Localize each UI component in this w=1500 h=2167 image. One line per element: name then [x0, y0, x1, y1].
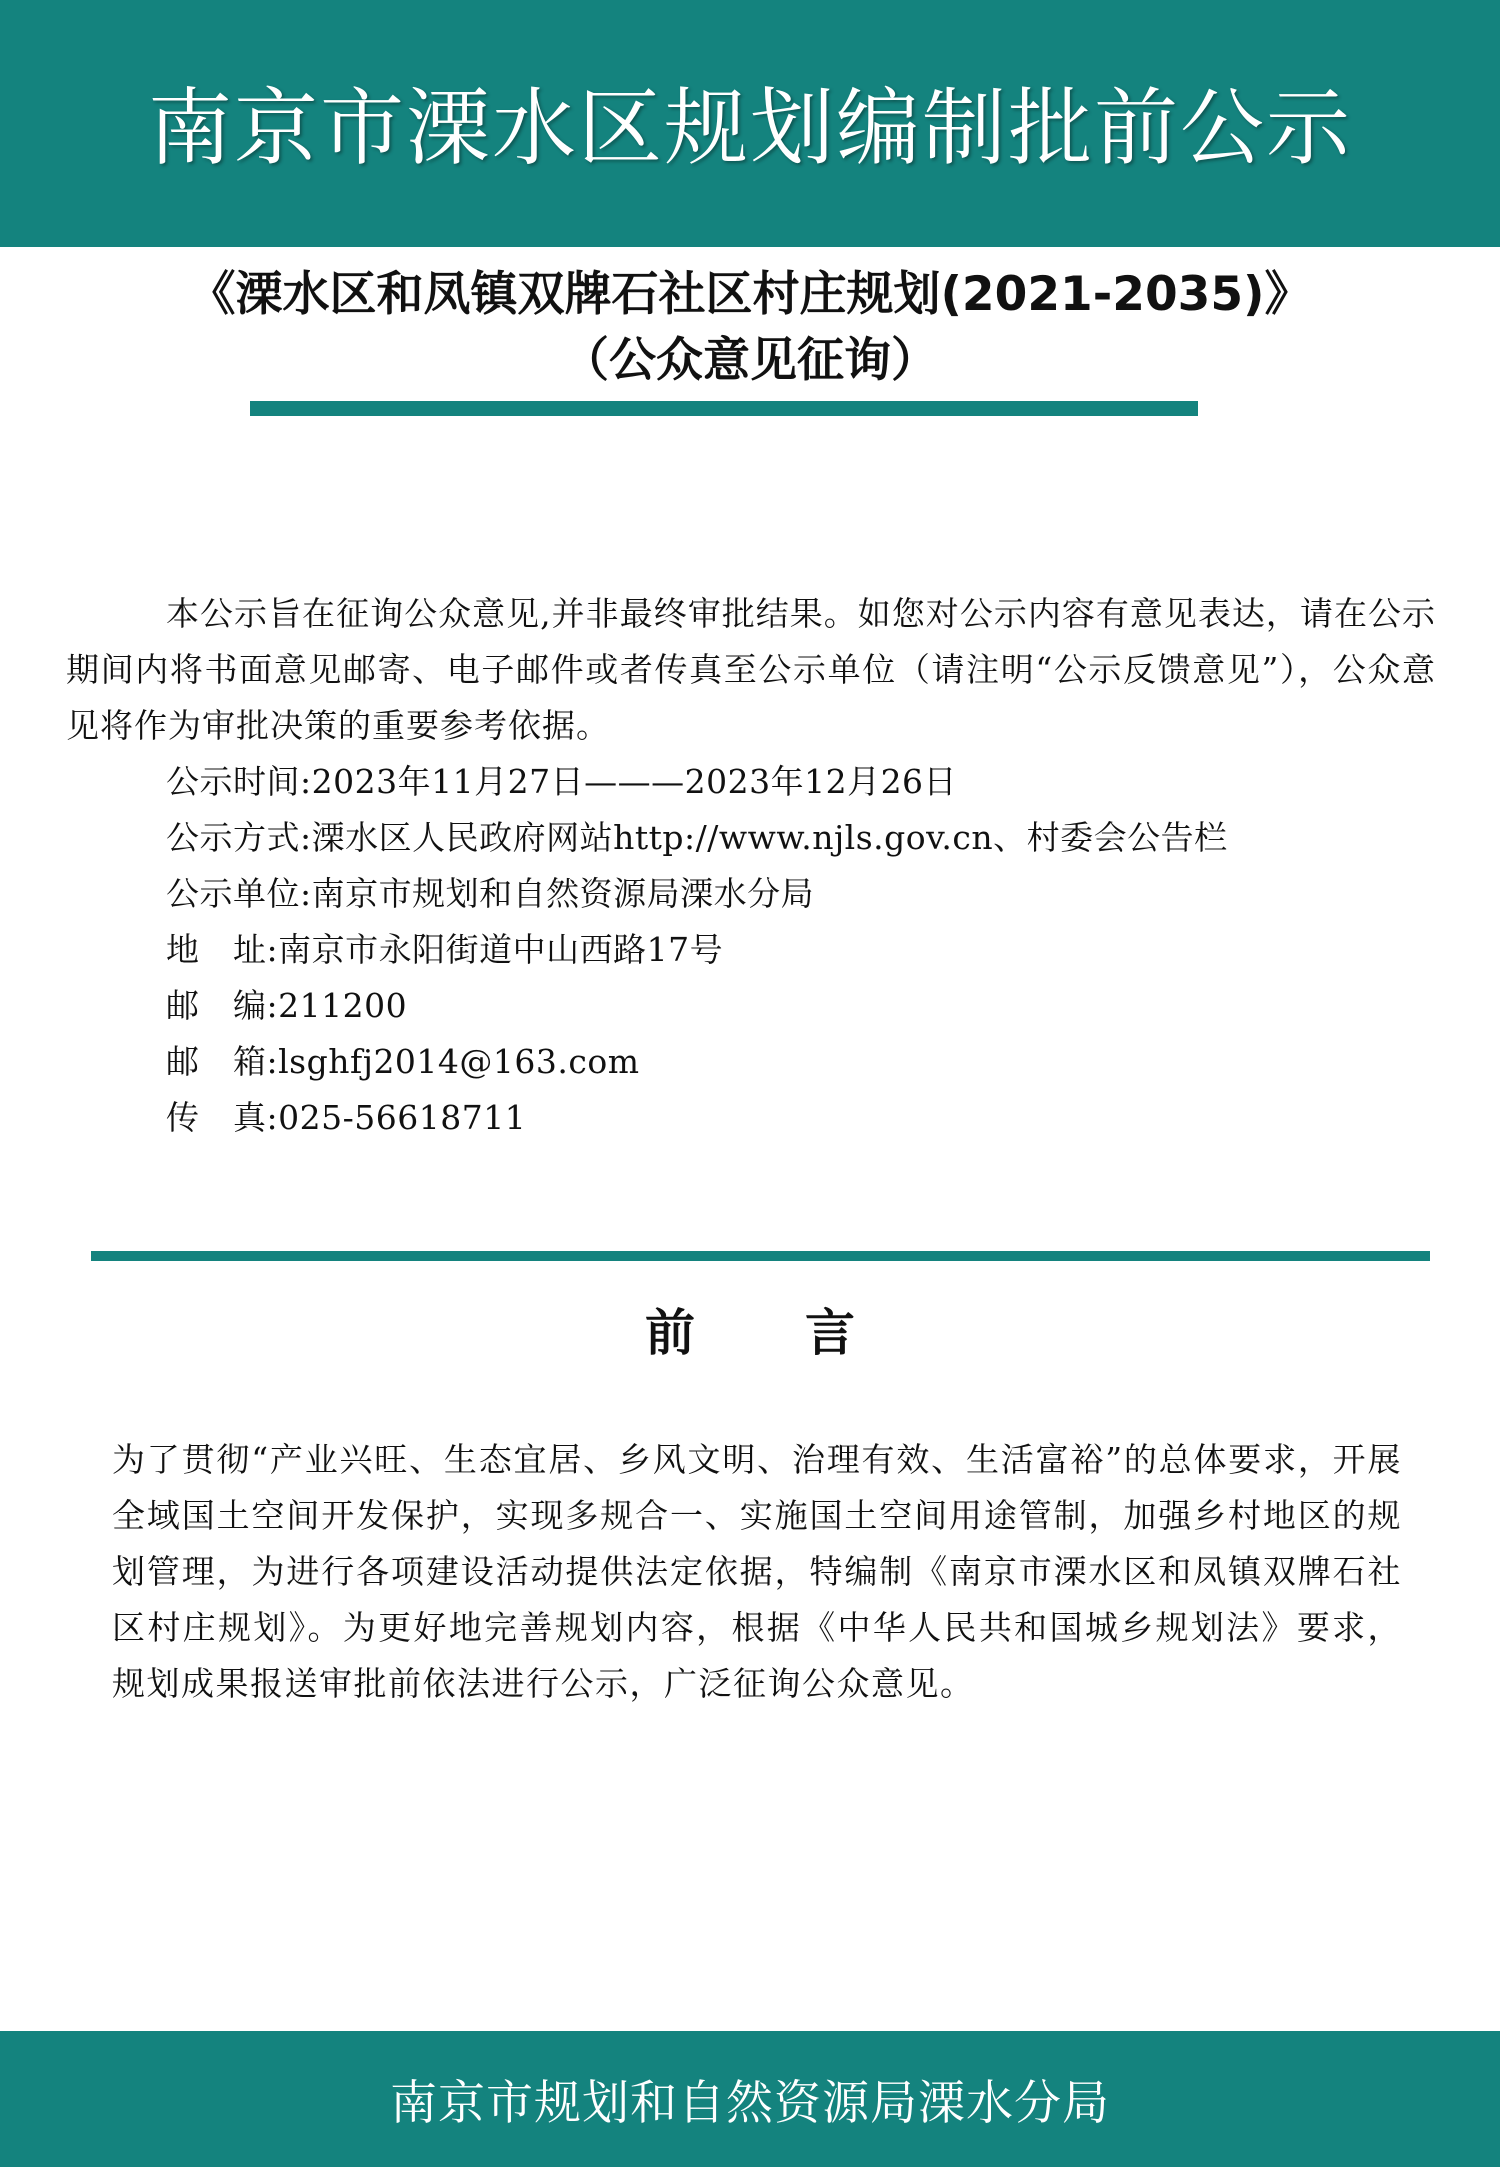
preface-heading: 前言 [645, 1304, 965, 1362]
notice-item-value: 2023年11月27日———2023年12月26日 [311, 762, 958, 801]
notice-item-label: 公示单位: [166, 874, 312, 913]
notice-item-value: 溧水区人民政府网站http://www.njls.gov.cn、村委会公告栏 [311, 818, 1228, 857]
top-divider [250, 401, 1198, 416]
notice-item-value: 211200 [278, 986, 408, 1025]
notice-item-value: lsghfj2014@163.com [278, 1042, 640, 1081]
notice-item-fax [66, 1090, 1436, 1146]
footer-text: 南京市规划和自然资源局溧水分局 [390, 2075, 1110, 2131]
footer-band [0, 2031, 1500, 2167]
middle-divider [91, 1251, 1430, 1261]
document-title [0, 262, 1500, 394]
notice-item-label: 邮 箱: [166, 1042, 279, 1081]
document-title-line2: （公众意见征询） [562, 333, 938, 388]
notice-item-address [66, 922, 1436, 978]
preface-body: 为了贯彻“产业兴旺、生态宜居、乡风文明、治理有效、生活富裕”的总体要求，开展全域国土空间开发保护，实现多规合一、实施国土空间用途管制，加强乡村地区的规划管理，为进行各项建设活动提供法定依据，特编制《南京市溧水区和凤镇双牌石社区村庄规划》。为更好地完善规划内容，根据《中华人民共和国城乡规划法》要求，规划成果报送审批前依法进行公示，广泛征询公众意见。 [112, 1440, 1402, 1703]
notice-item-label: 邮 编: [166, 986, 279, 1025]
notice-item-value: 南京市规划和自然资源局溧水分局 [311, 874, 815, 913]
header-band [0, 0, 1500, 247]
notice-item-label: 传 真: [166, 1098, 279, 1137]
notice-item-time [66, 754, 1436, 810]
notice-section [66, 586, 1436, 1146]
notice-item-value: 025-56618711 [278, 1098, 527, 1137]
notice-item-email [66, 1034, 1436, 1090]
notice-intro: 本公示旨在征询公众意见,并非最终审批结果。如您对公示内容有意见表达，请在公示期间内将书面意见邮寄、电子邮件或者传真至公示单位（请注明“公示反馈意见”），公众意见将作为审批决策的重要参考依据。 [66, 594, 1436, 745]
notice-item-unit [66, 866, 1436, 922]
document-title-line1: 《溧水区和凤镇双牌石社区村庄规划(2021-2035)》 [188, 267, 1312, 322]
notice-item-postcode [66, 978, 1436, 1034]
notice-item-method [66, 810, 1436, 866]
header-title: 南京市溧水区规划编制批前公示 [147, 79, 1352, 177]
notice-item-value: 南京市永阳街道中山西路17号 [278, 930, 724, 969]
notice-item-label: 地 址: [166, 930, 279, 969]
notice-item-label: 公示方式: [166, 818, 312, 857]
notice-item-label: 公示时间: [166, 762, 312, 801]
